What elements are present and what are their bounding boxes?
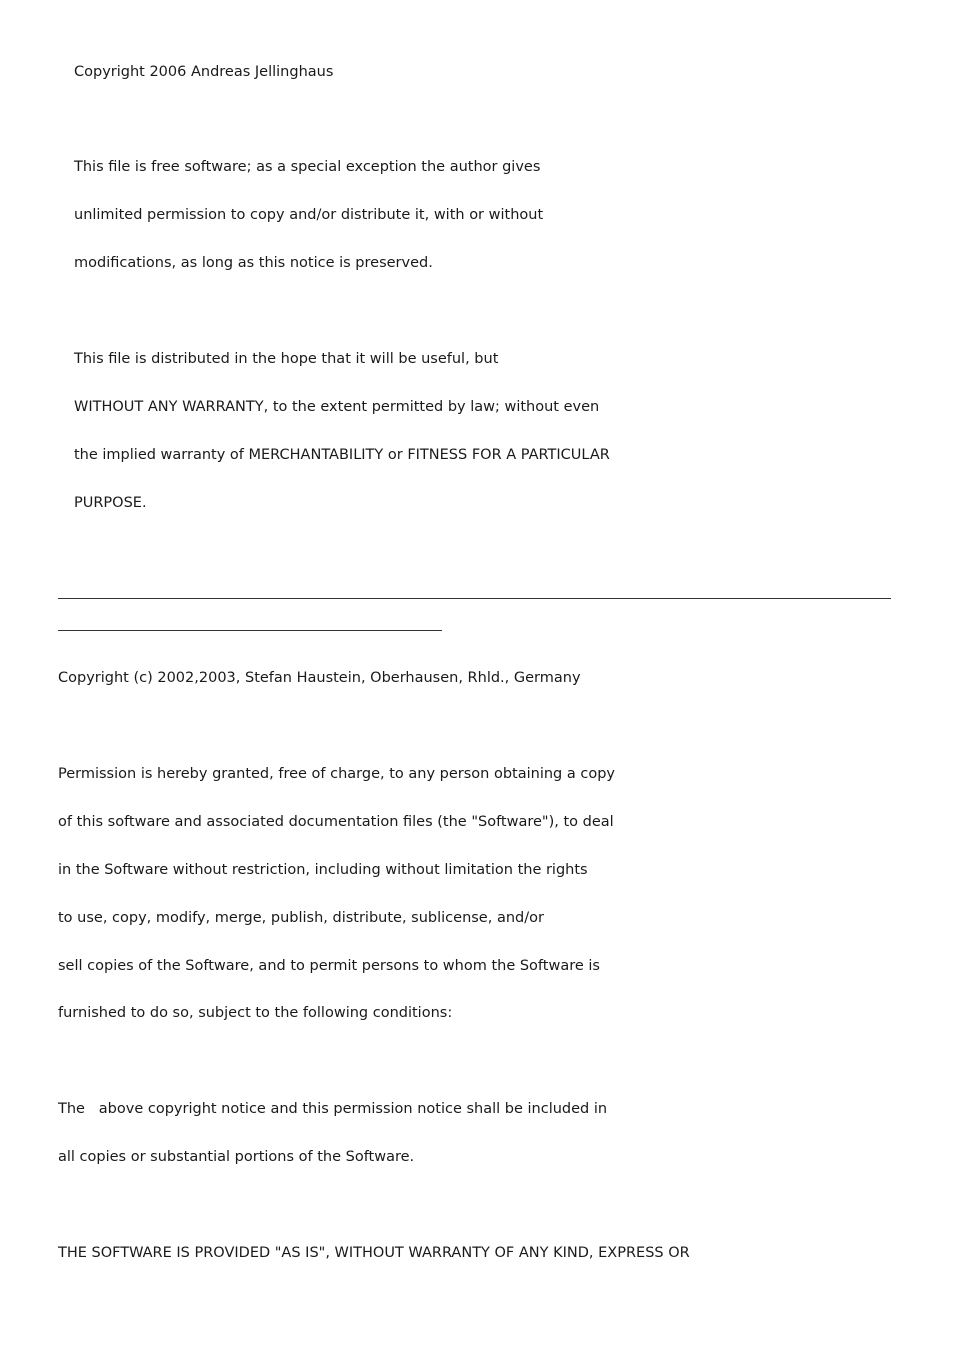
paragraph-line: This file is distributed in the hope that it will be useful, but [74, 351, 499, 367]
paragraph-line: unlimited permission to copy and/or distribute it, with or without [74, 207, 544, 223]
paragraph-line: This file is free software; as a special exception the author gives [74, 159, 541, 175]
copyright-line: Copyright 2006 Andreas Jellinghaus [74, 64, 334, 80]
paragraph-line: PURPOSE. [74, 495, 147, 511]
paragraph-line: THE SOFTWARE IS PROVIDED "AS IS", WITHOUT WARRANTY OF ANY KIND, EXPRESS OR [58, 1245, 690, 1261]
paragraph-line: in the Software without restriction, including without limitation the rights [58, 862, 588, 878]
paragraph-line: to use, copy, modify, merge, publish, distribute, sublicense, and/or [58, 910, 544, 926]
paragraph-line: modifications, as long as this notice is preserved. [74, 255, 433, 271]
paragraph-line: sell copies of the Software, and to permit persons to whom the Software is [58, 958, 600, 974]
paragraph-line: Permission is hereby granted, free of charge, to any person obtaining a copy [58, 766, 615, 782]
separator-rule [58, 630, 442, 631]
paragraph-line: The above copyright notice and this permission notice shall be included in [58, 1101, 608, 1117]
paragraph-line: WITHOUT ANY WARRANTY, to the extent permitted by law; without even [74, 399, 600, 415]
paragraph-line: of this software and associated documentation files (the "Software"), to deal [58, 814, 614, 830]
paragraph-line: all copies or substantial portions of the Software. [58, 1149, 415, 1165]
paragraph-line: the implied warranty of MERCHANTABILITY or FITNESS FOR A PARTICULAR [74, 447, 610, 463]
separator-rule [58, 598, 891, 599]
paragraph-line: furnished to do so, subject to the following conditions: [58, 1005, 453, 1021]
copyright-line: Copyright (c) 2002,2003, Stefan Haustein, Oberhausen, Rhld., Germany [58, 670, 581, 686]
